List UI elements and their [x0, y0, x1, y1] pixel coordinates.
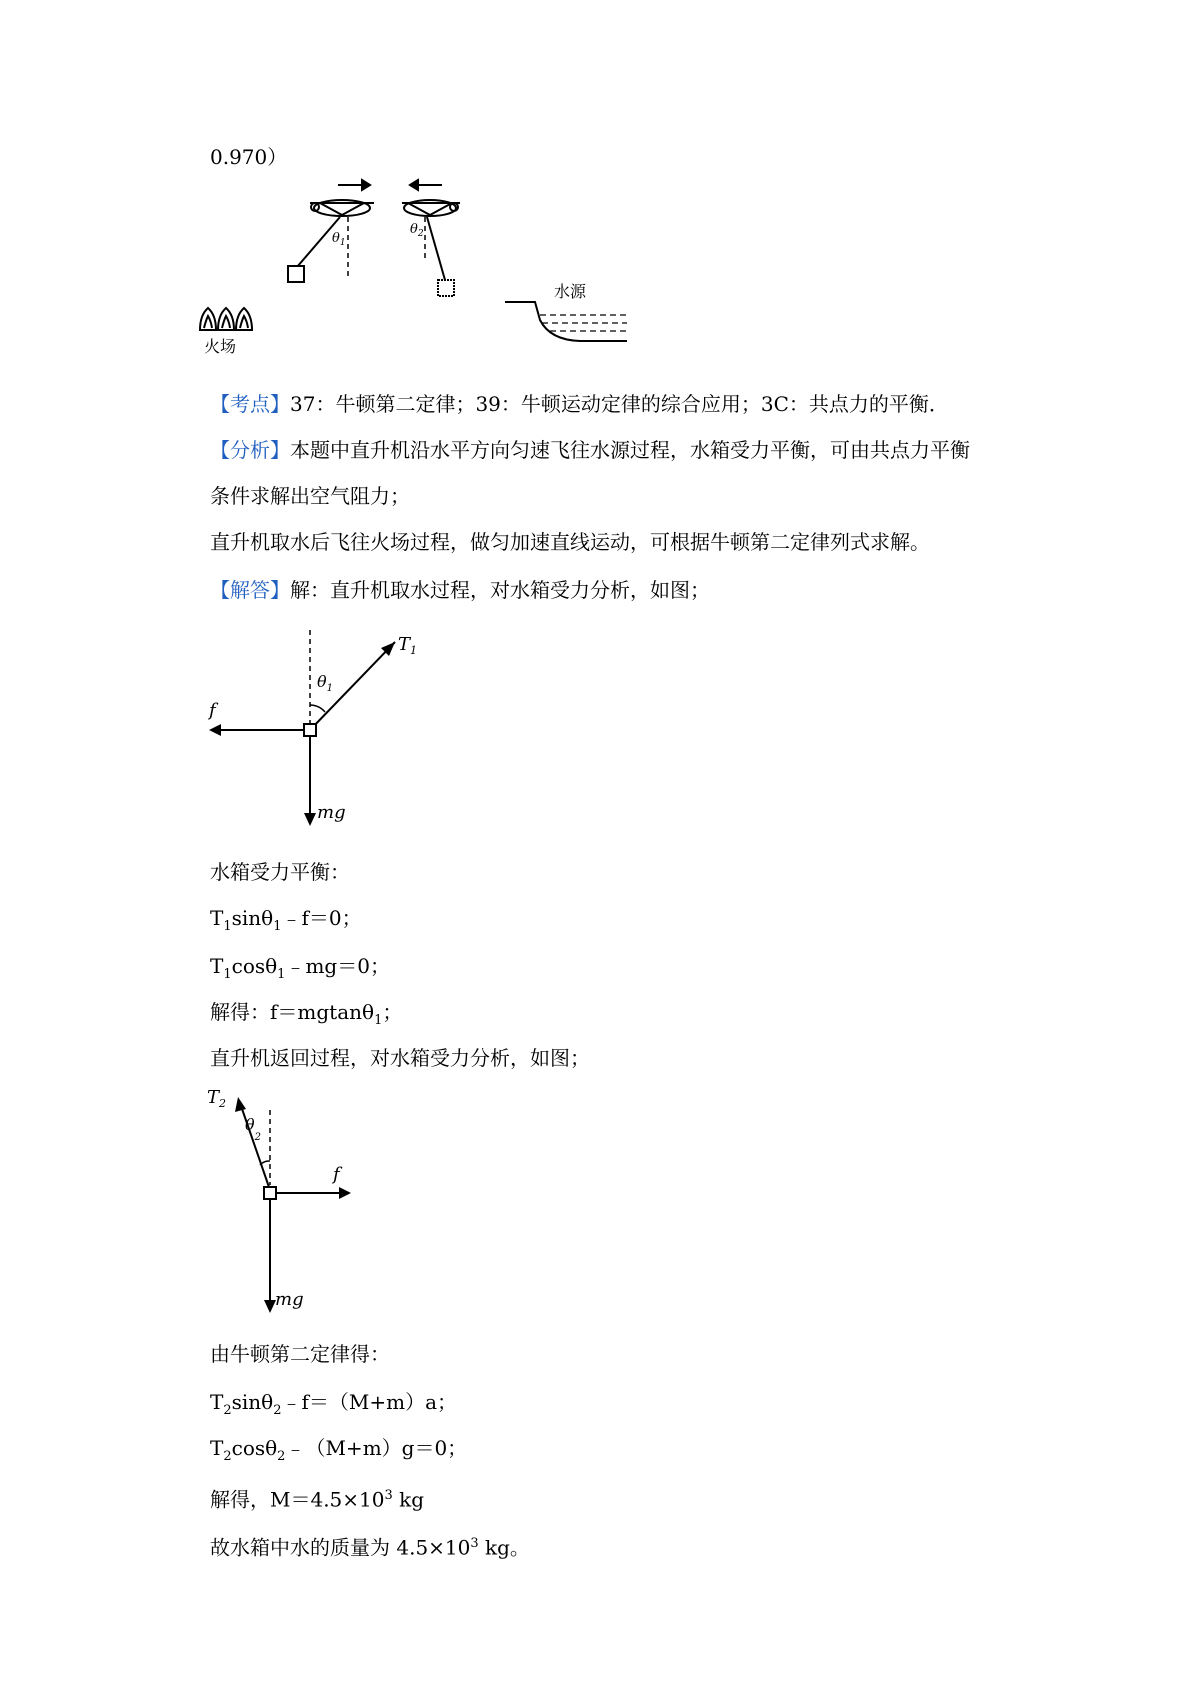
- fenxi-paragraph-line3: 直升机取水后飞往火场过程，做匀加速直线运动，可根据牛顿第二定律列式求解。: [210, 530, 930, 554]
- kaodian-paragraph: [210, 390, 949, 418]
- eq-block1-intro: 水箱受力平衡：: [210, 860, 350, 884]
- fenxi-paragraph-line1: 【分析】本题中直升机沿水平方向匀速飞往水源过程，水箱受力平衡，可由共点力平衡: [210, 438, 970, 462]
- water-source-icon: [505, 302, 627, 341]
- eq-block2-eq2: $T_2\cos\theta_2﹣(M+m)g=0$；: [210, 1436, 468, 1464]
- t2-label: $T_2$: [207, 1087, 227, 1110]
- force-diagram-1: [205, 620, 425, 840]
- fenxi-paragraph-line2: 条件求解出空气阻力；: [210, 484, 410, 508]
- f-label: f: [333, 1164, 340, 1185]
- water-tank: [304, 724, 316, 736]
- fire-icon: [200, 308, 252, 330]
- f-label: f: [209, 700, 216, 721]
- theta2-label: $\theta_2$: [410, 222, 424, 239]
- mg-label: mg: [317, 802, 346, 823]
- water-tank-1: [288, 266, 304, 282]
- continued-text-fragment: 0.970）: [210, 145, 288, 169]
- arrow-right-icon: [338, 180, 370, 190]
- arrow-left-icon: [410, 180, 442, 190]
- theta1-label: $\theta_1$: [317, 672, 334, 694]
- fenxi-tag: 【分析】: [210, 438, 290, 462]
- t1-label: $T_1$: [398, 634, 418, 657]
- theta1-label: $\theta_1$: [332, 231, 346, 248]
- eq-block1-eq3: 解得：f＝mgtanθ$_1$；: [210, 1000, 403, 1028]
- fire-label: 火场: [204, 337, 237, 356]
- jieda-paragraph: 【解答】解：直升机取水过程，对水箱受力分析，如图；: [210, 578, 710, 602]
- eq-block2-eq4: 故水箱中水的质量为 $4.5\times 10^3$ kg。: [210, 1535, 530, 1560]
- eq-block2-eq1: $T_2\sin\theta_2﹣f=(M+m)a$；: [210, 1390, 458, 1418]
- water-tank: [264, 1187, 276, 1199]
- mg-label: mg: [275, 1289, 304, 1310]
- force-diagram-2: [205, 1085, 385, 1325]
- jieda-tag: 【解答】: [210, 578, 290, 602]
- rope-2: [427, 217, 445, 280]
- eq-block1-eq1: $T_1\sin\theta_1﹣f=0$；: [210, 906, 362, 934]
- eq-block1-eq2: $T_1\cos\theta_1﹣mg=0$；: [210, 954, 390, 982]
- helicopter-1-icon: [310, 200, 374, 216]
- figure-helicopter-scenario: [190, 175, 640, 355]
- eq-block2-intro: 由牛顿第二定律得：: [210, 1342, 390, 1366]
- kaodian-tag: 【考点】: [210, 392, 290, 416]
- kaodian-text: 37：牛顿第二定律；39：牛顿运动定律的综合应用；3C：共点力的平衡．: [290, 392, 949, 416]
- eq-block1-outro: 直升机返回过程，对水箱受力分析，如图；: [210, 1046, 590, 1070]
- helicopter-2-icon: [402, 200, 460, 216]
- water-tank-2: [438, 280, 454, 296]
- water-source-label: 水源: [554, 282, 587, 301]
- eq-block2-eq3: 解得，$M=4.5\times 10^3$ kg: [210, 1487, 425, 1512]
- theta2-label: $\theta_2$: [245, 1115, 262, 1143]
